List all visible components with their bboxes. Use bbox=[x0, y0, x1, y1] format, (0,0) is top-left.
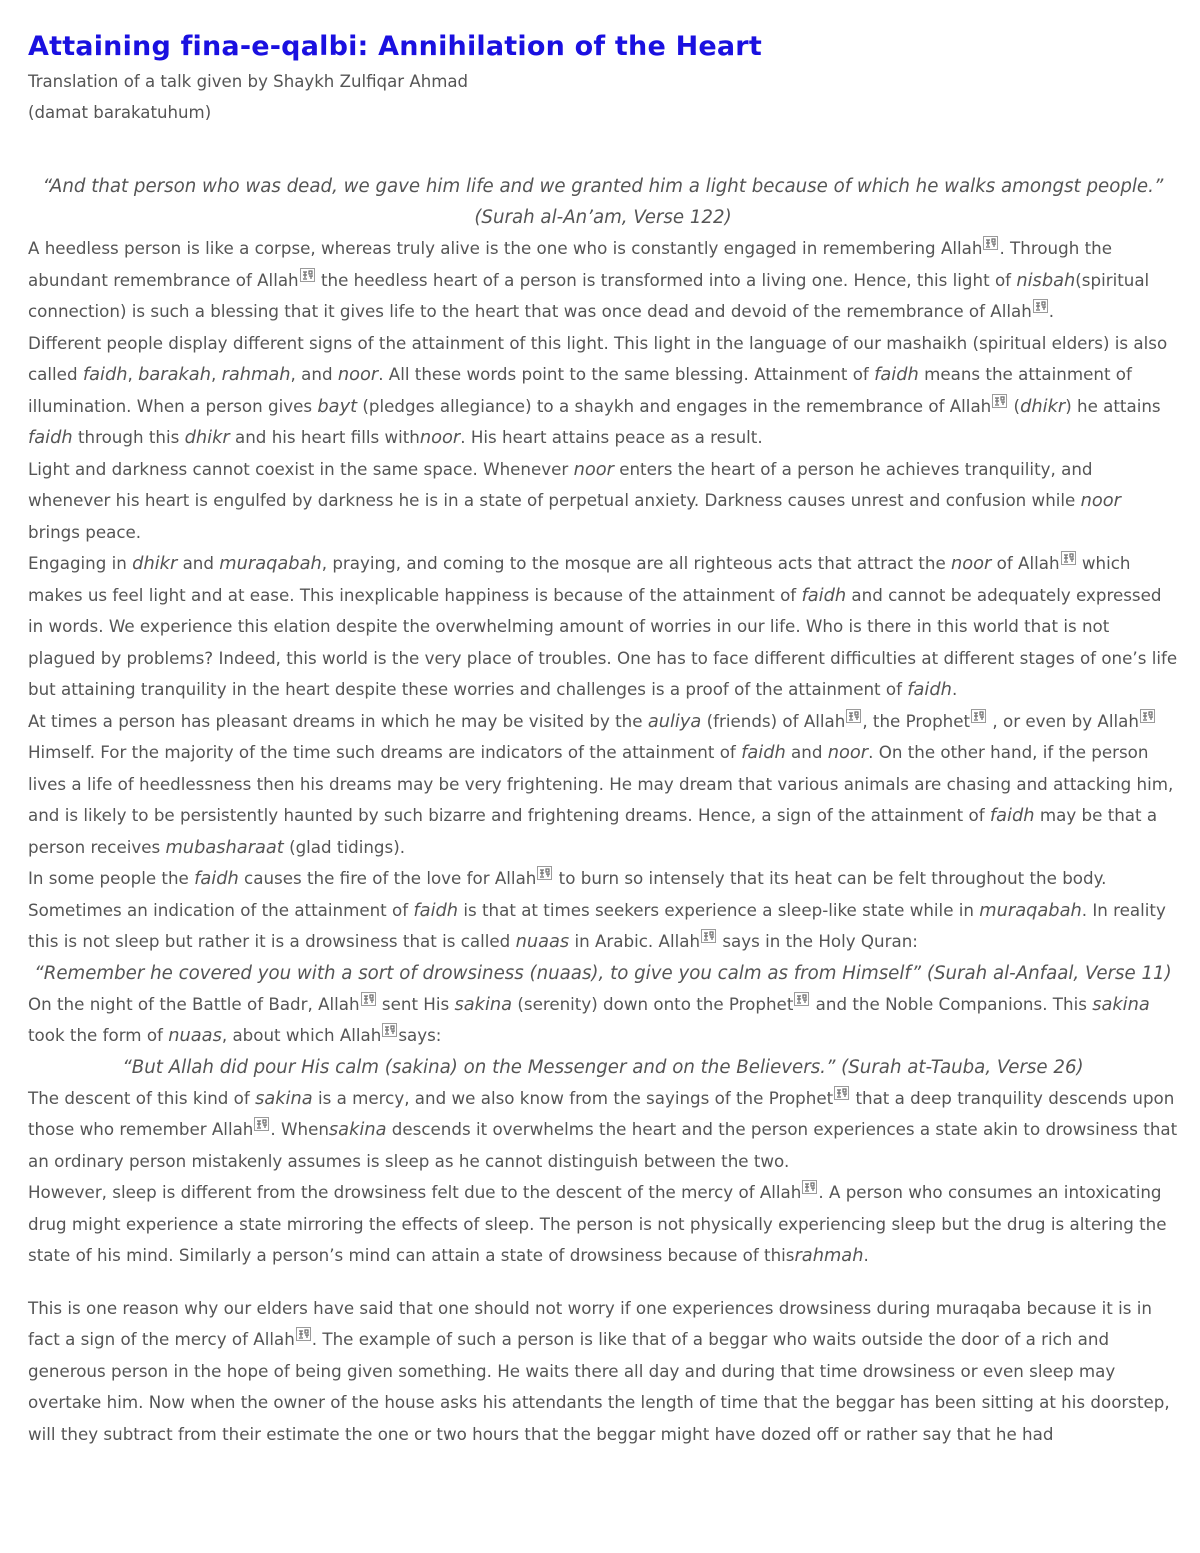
text: . bbox=[863, 1245, 869, 1265]
term: noor bbox=[1080, 490, 1121, 511]
text: . A person who consumes an intoxicating drug might experience a state mirroring the effects of sleep. The person is not physically experiencing sleep but the drug is altering the state of his mind. Similarly a person’s mind can attain a state of drowsiness because of this bbox=[28, 1182, 1167, 1265]
term: sakina bbox=[454, 993, 513, 1015]
text: Engaging in bbox=[28, 553, 133, 573]
term: sakina bbox=[328, 1119, 387, 1140]
term: bayt bbox=[317, 395, 358, 417]
text: means the attainment of illumination. When a person gives bbox=[28, 364, 1132, 416]
text: On the night of the Battle of Badr, Allah bbox=[28, 993, 360, 1014]
page-title: Attaining fina-e-qalbi: Annihilation of the Heart bbox=[28, 31, 762, 62]
term: rahmah bbox=[794, 1245, 864, 1266]
text: Himself. For the majority of the time such dreams are indicators of the attainment of bbox=[28, 742, 742, 762]
subtitle-line-1: Translation of a talk given by Shaykh Zulfiqar Ahmad bbox=[28, 72, 469, 91]
text: took the form of bbox=[28, 1025, 169, 1045]
honorific-glyph-icon bbox=[296, 1327, 311, 1341]
text: In some people the bbox=[28, 868, 195, 888]
text: says: bbox=[398, 1025, 442, 1045]
paragraph bbox=[28, 1293, 1178, 1451]
text: is a mercy, and we also know from the sayings of the Prophet bbox=[312, 1087, 834, 1108]
term: faidh bbox=[907, 679, 952, 700]
honorific-glyph-icon bbox=[701, 929, 716, 943]
honorific-glyph-icon bbox=[1061, 551, 1076, 565]
paragraph bbox=[28, 989, 1178, 1052]
text: ( bbox=[1008, 395, 1021, 416]
honorific-glyph-icon bbox=[992, 394, 1007, 408]
honorific-glyph-icon bbox=[300, 268, 315, 282]
term: faidh bbox=[194, 868, 239, 889]
text: (spiritual connection) is such a blessing that it gives life to the heart that was once dead and devoid of the remembrance of Allah bbox=[28, 269, 1150, 321]
term: faidh bbox=[741, 742, 786, 763]
text: . bbox=[1048, 301, 1055, 321]
text: , bbox=[210, 364, 222, 384]
paragraph bbox=[28, 328, 1178, 454]
term: faidh bbox=[989, 805, 1035, 826]
text: to burn so intensely that its heat can be felt throughout the body. Sometimes an indication of the attainment of bbox=[28, 868, 1107, 920]
text: . When bbox=[270, 1119, 329, 1139]
text: and the Noble Companions. This bbox=[810, 993, 1093, 1014]
text: . Through the abundant remembrance of Allah bbox=[28, 238, 1112, 290]
term: faidh bbox=[874, 364, 919, 385]
term: faidh bbox=[801, 584, 847, 606]
text: , and bbox=[290, 364, 338, 384]
honorific-glyph-icon bbox=[382, 1023, 397, 1037]
paragraph bbox=[28, 1083, 1178, 1178]
text: of Allah bbox=[991, 553, 1060, 573]
term: sakina bbox=[1092, 993, 1150, 1015]
term: noor bbox=[827, 742, 869, 763]
paragraph bbox=[28, 233, 1178, 328]
term: faidh bbox=[413, 899, 459, 921]
text: in Arabic. Allah bbox=[569, 931, 701, 951]
text: and bbox=[785, 742, 828, 762]
text: . bbox=[951, 679, 958, 699]
text: enters the heart of a person he achieves tranquility, and whenever his heart is engulfed by darkness he is in a state of perpetual anxiety. Darkness causes unrest and confusion while bbox=[28, 458, 1093, 510]
term: mubasharaat bbox=[165, 836, 284, 858]
honorific-glyph-icon bbox=[537, 866, 552, 880]
text: ) he attains bbox=[1065, 395, 1161, 416]
text: and his heart fills with bbox=[229, 427, 420, 447]
text: which makes us feel light and at ease. This inexplicable happiness is because of the attainment of bbox=[28, 553, 1131, 605]
honorific-glyph-icon bbox=[794, 992, 809, 1006]
term: muraqabah bbox=[219, 553, 322, 574]
honorific-glyph-icon bbox=[254, 1117, 269, 1131]
text: brings peace. bbox=[28, 521, 142, 542]
text: . In reality this is not sleep but rather it is a drowsiness that is called bbox=[28, 899, 1166, 951]
text: (serenity) down onto the Prophet bbox=[512, 993, 794, 1014]
text: may be that a person receives bbox=[28, 805, 1158, 857]
text: the heedless heart of a person is transformed into a living one. Hence, this light of bbox=[315, 269, 1017, 290]
article bbox=[28, 0, 1178, 1450]
term: rahmah bbox=[221, 364, 291, 385]
term: noor bbox=[337, 364, 379, 385]
paragraph bbox=[28, 1177, 1178, 1272]
term: faidh bbox=[82, 364, 128, 385]
honorific-glyph-icon bbox=[1140, 709, 1155, 723]
term: noor bbox=[419, 427, 461, 448]
text: . On the other hand, if the person lives a life of heedlessness then his dreams may be very frightening. He may dream that various animals are chasing and attacking him, and is likely to be persistently haunted by such bizarre and frightening dreams. Hence, a sign of the attainment of bbox=[28, 742, 1174, 825]
honorific-glyph-icon bbox=[802, 1180, 817, 1194]
text: . All these words point to the same blessing. Attainment of bbox=[378, 364, 875, 384]
quran-quote: “But Allah did pour His calm (sakina) on the Messenger and on the Believers.” (Surah at-Tauba, Verse 26) bbox=[122, 1056, 1084, 1078]
term: dhikr bbox=[184, 427, 230, 448]
text: At times a person has pleasant dreams in which he may be visited by the bbox=[28, 710, 648, 731]
text: says in the Holy Quran: bbox=[717, 931, 918, 951]
text: Different people display different signs of the attainment of this light. This light in the language of our mashaikh (spiritual elders) is also called bbox=[28, 332, 1168, 384]
term: nuaas bbox=[515, 931, 570, 952]
paragraph bbox=[28, 454, 1178, 549]
term: nisbah bbox=[1016, 269, 1076, 291]
term: dhikr bbox=[132, 553, 178, 574]
honorific-glyph-icon bbox=[1033, 299, 1048, 313]
quran-quote: “Remember he covered you with a sort of drowsiness (nuaas), to give you calm as from Himself” (Surah al-Anfaal, Verse 11) bbox=[34, 962, 1172, 984]
text: sent His bbox=[376, 993, 455, 1014]
term: noor bbox=[951, 553, 992, 574]
text: A heedless person is like a corpse, whereas truly alive is the one who is constantly engaged in remembering Allah bbox=[28, 238, 983, 258]
honorific-glyph-icon bbox=[846, 709, 861, 723]
text: , or even by Allah bbox=[987, 710, 1139, 731]
subtitle-line-2: (damat barakatuhum) bbox=[28, 103, 212, 122]
text: and bbox=[177, 553, 220, 573]
text: The descent of this kind of bbox=[28, 1087, 256, 1108]
text: This is one reason why our elders have said that one should not worry if one experiences drowsiness during muraqaba because it is in fact a sign of the mercy of Allah bbox=[28, 1297, 1152, 1349]
honorific-glyph-icon bbox=[983, 236, 998, 250]
text: . His heart attains peace as a result. bbox=[460, 427, 763, 447]
text: (friends) of Allah bbox=[701, 710, 846, 731]
term: noor bbox=[573, 458, 614, 480]
text: (glad tidings). bbox=[283, 836, 406, 857]
paragraph bbox=[28, 706, 1178, 864]
text: Light and darkness cannot coexist in the same space. Whenever bbox=[28, 458, 574, 479]
text: , about which Allah bbox=[221, 1025, 382, 1045]
text: , the Prophet bbox=[862, 710, 971, 731]
text: through this bbox=[72, 427, 185, 447]
text: , bbox=[127, 364, 139, 384]
term: faidh bbox=[28, 427, 73, 448]
text: and cannot be adequately expressed in words. We experience this elation despite the overwhelming amount of worries in our life. Who is there in this world that is not plagued by problems? Indeed, this world is the very place of troubles. One has to face different difficulties at different stages of one’s life but attaining tranquility in the heart despite these worries and challenges is a proof of the attainment of bbox=[28, 584, 1178, 699]
honorific-glyph-icon bbox=[361, 992, 376, 1006]
text: that a deep tranquility descends upon those who remember Allah bbox=[28, 1087, 1175, 1139]
term: dhikr bbox=[1020, 395, 1066, 417]
paragraph bbox=[28, 548, 1178, 706]
quran-quote: “And that person who was dead, we gave him life and we granted him a light because of which he walks amongst people.” (Surah al-An’am, Verse 122) bbox=[42, 176, 1164, 228]
text: causes the fire of the love for Allah bbox=[238, 868, 537, 888]
term: nuaas bbox=[168, 1025, 222, 1046]
term: barakah bbox=[138, 364, 211, 385]
term: sakina bbox=[255, 1087, 313, 1109]
text: . The example of such a person is like that of a beggar who waits outside the door of a rich and generous person in the hope of being given something. He waits there all day and during that time drowsiness or even sleep may overtake him. Now when the owner of the house asks his attendants the length of time that the beggar has been sitting at his doorstep, will they subtract from their estimate the one or two hours that the beggar might have dozed off or rather say that he had bbox=[28, 1329, 1170, 1444]
text: is that at times seekers experience a sleep-like state while in bbox=[458, 899, 980, 920]
term: muraqabah bbox=[979, 899, 1082, 921]
honorific-glyph-icon bbox=[834, 1086, 849, 1100]
text: , praying, and coming to the mosque are all righteous acts that attract the bbox=[321, 553, 952, 573]
text: (pledges allegiance) to a shaykh and engages in the remembrance of Allah bbox=[357, 395, 992, 416]
text: However, sleep is different from the drowsiness felt due to the descent of the mercy of Allah bbox=[28, 1182, 802, 1202]
term: auliya bbox=[647, 710, 702, 732]
paragraph bbox=[28, 863, 1178, 958]
honorific-glyph-icon bbox=[971, 709, 986, 723]
text: descends it overwhelms the heart and the person experiences a state akin to drowsiness that an ordinary person mistakenly assumes is sleep as he cannot distinguish between the two. bbox=[28, 1119, 1178, 1171]
